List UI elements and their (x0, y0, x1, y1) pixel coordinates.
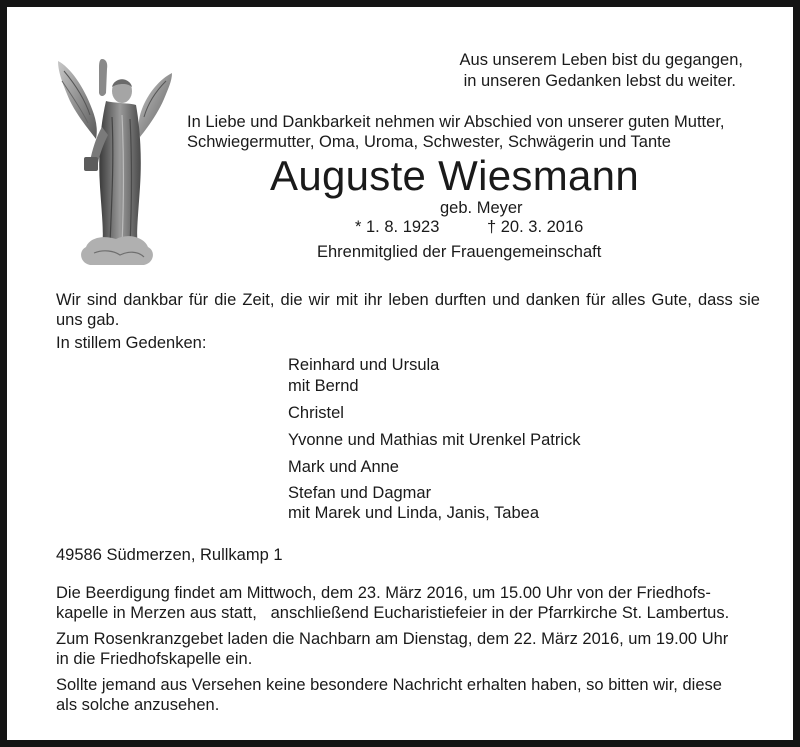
funeral-line-1: Die Beerdigung findet am Mittwoch, dem 23. März 2016, um 15.00 Uhr von der Friedhofs- (56, 584, 711, 602)
mourner-line: Christel (288, 404, 344, 422)
mourner-line: Yvonne und Mathias mit Urenkel Patrick (288, 431, 581, 449)
notice-line-1: Sollte jemand aus Versehen keine besondere Nachricht erhalten haben, so bitten wir, diese (56, 676, 722, 694)
notice-line-2: als solche anzusehen. (56, 696, 220, 714)
mourner-line: mit Marek und Linda, Janis, Tabea (288, 504, 540, 522)
intro-line-2: Schwiegermutter, Oma, Uroma, Schwester, Schwägerin und Tante (187, 133, 671, 151)
memory-label: In stillem Gedenken: (56, 334, 207, 352)
mourner-line: Stefan und Dagmar (288, 484, 432, 502)
quote-line-1: Aus unserem Leben bist du gegangen, (459, 51, 743, 69)
maiden-name: geb. Meyer (440, 199, 523, 217)
honorary-membership: Ehrenmitglied der Frauengemeinschaft (317, 243, 602, 261)
mourner-line: mit Bernd (288, 377, 359, 395)
deceased-name: Auguste Wiesmann (270, 152, 639, 199)
death-date: † 20. 3. 2016 (487, 218, 584, 236)
mourner-line: Reinhard und Ursula (288, 356, 440, 374)
rosary-line-2: in die Friedhofskapelle ein. (56, 650, 253, 668)
rosary-line-1: Zum Rosenkranzgebet laden die Nachbarn am Dienstag, dem 22. März 2016, um 19.00 Uhr (56, 630, 729, 648)
intro-line-1: In Liebe und Dankbarkeit nehmen wir Abschied von unserer guten Mutter, (187, 113, 725, 131)
quote-line-2: in unseren Gedanken lebst du weiter. (463, 72, 736, 90)
thanks-paragraph: Wir sind dankbar für die Zeit, die wir mit ihr leben durften und danken für alles Gute, dass sie uns gab. (56, 291, 760, 329)
funeral-line-2: kapelle in Merzen aus statt, anschließend Eucharistiefeier in der Pfarrkirche St. Lambertus. (56, 604, 730, 622)
birth-date: * 1. 8. 1923 (355, 218, 440, 236)
angel-statue-image (56, 57, 174, 267)
mourner-line: Mark und Anne (288, 458, 399, 476)
address: 49586 Südmerzen, Rullkamp 1 (56, 546, 283, 564)
